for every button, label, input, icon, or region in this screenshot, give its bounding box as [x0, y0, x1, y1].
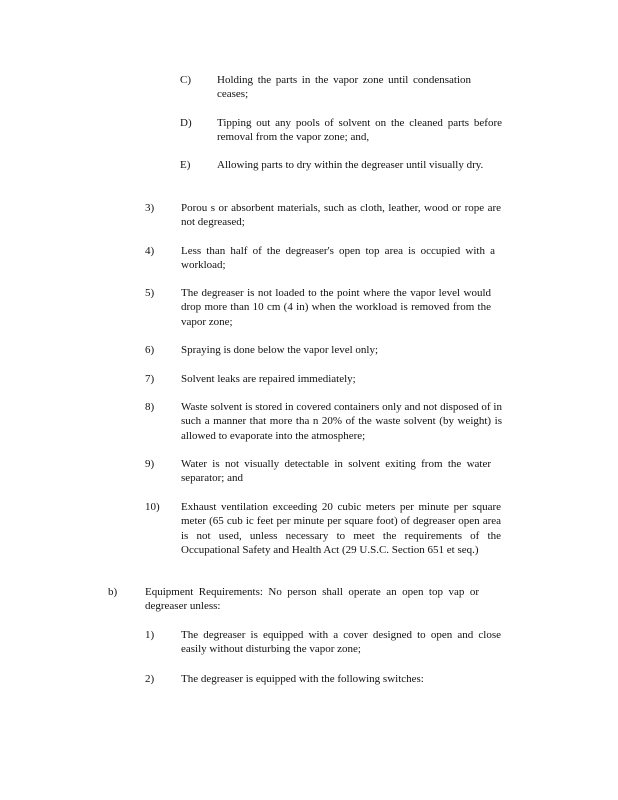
item-text: Porou s or absorbent materials, such as cloth, leather, wood or rope are not degreased; [181, 202, 501, 229]
item-label: 6) [145, 344, 155, 356]
item-text: The degreaser is not loaded to the point where the vapor level would drop more than 10 cm (4 in) when the workload is removed from the vapor zone; [181, 287, 491, 328]
item-text: Equipment Requirements: No person shall operate an open top vap or degreaser unless: [145, 586, 479, 613]
item-text: Holding the parts in the vapor zone until condensation ceases; [217, 74, 471, 101]
item-label: 2) [145, 673, 155, 685]
item-label: 7) [145, 373, 155, 385]
item-text: The degreaser is equipped with the following switches: [181, 673, 424, 685]
item-text: Solvent leaks are repaired immediately; [181, 373, 356, 385]
item-label: C) [180, 74, 191, 86]
item-label: 8) [145, 401, 155, 413]
item-label: 1) [145, 629, 155, 641]
item-label: 10) [145, 501, 160, 513]
item-label: 4) [145, 245, 155, 257]
item-text: Waste solvent is stored in covered containers only and not disposed of in such a manner that more tha n 20% of the waste solvent (by weight) is allowed to evaporate into the atmosphere; [181, 401, 502, 442]
item-label: b) [108, 586, 118, 598]
item-text: Water is not visually detectable in solvent exiting from the water separator; and [181, 458, 491, 485]
item-label: E) [180, 159, 191, 171]
item-text: Exhaust ventilation exceeding 20 cubic meters per minute per square meter (65 cub ic feet per minute per square foot) of degreaser open area is not used, unless necessary to meet the requirements of the Occupational Safety and Health Act (29 U.S.C. Section 651 et seq.) [181, 501, 501, 557]
item-label: 5) [145, 287, 155, 299]
item-text: Allowing parts to dry within the degreaser until visually dry. [217, 159, 484, 171]
item-text: The degreaser is equipped with a cover designed to open and close easily without disturbing the vapor zone; [181, 629, 501, 656]
item-label: 9) [145, 458, 155, 470]
item-label: D) [180, 117, 192, 129]
item-text: Less than half of the degreaser's open top area is occupied with a workload; [181, 245, 495, 272]
item-text: Tipping out any pools of solvent on the cleaned parts before removal from the vapor zone; and, [217, 117, 502, 144]
item-text: Spraying is done below the vapor level only; [181, 344, 379, 356]
item-label: 3) [145, 202, 155, 214]
